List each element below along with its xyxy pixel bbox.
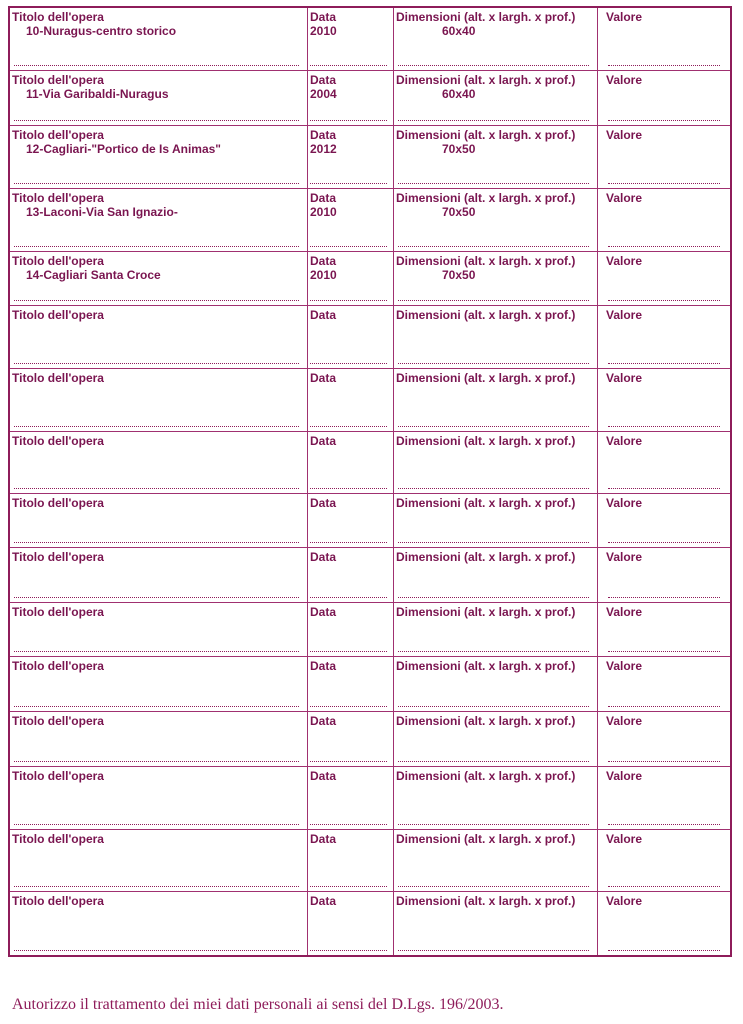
date-label: Data [310,308,337,322]
dimensions-cell [394,432,598,493]
value-cell [598,892,730,955]
dimensions-cell [394,892,598,955]
dimensions-value[interactable]: 70x50 [442,268,476,282]
title-fill-line [14,246,299,247]
value-fill-line [608,246,720,247]
title-cell [10,657,308,711]
date-fill-line [310,300,387,301]
date-cell [308,830,394,891]
title-cell [10,8,308,70]
date-value[interactable]: 2012 [310,142,337,156]
value-fill-line [608,824,720,825]
title-cell [10,494,308,547]
title-cell [10,548,308,602]
date-label: Data [310,254,337,268]
date-label: Data [310,10,337,24]
value-cell [598,306,730,368]
dimensions-label: Dimensioni (alt. x largh. x prof.) [396,832,576,846]
value-cell [598,126,730,188]
title-label: Titolo dell'opera [12,605,104,619]
value-fill-line [608,488,720,489]
dimensions-label: Dimensioni (alt. x largh. x prof.) [396,254,576,268]
date-cell [308,603,394,656]
date-label: Data [310,496,337,510]
table-row [10,369,730,432]
date-label: Data [310,434,337,448]
table-row [10,892,730,955]
date-cell [308,712,394,766]
dimensions-label: Dimensioni (alt. x largh. x prof.) [396,550,576,564]
dimensions-cell [394,548,598,602]
value-label: Valore [606,434,643,448]
date-fill-line [310,886,387,887]
date-cell [308,252,394,305]
dimensions-label: Dimensioni (alt. x largh. x prof.) [396,191,576,205]
dimensions-fill-line [398,706,589,707]
dimensions-fill-line [398,246,589,247]
value-fill-line [608,761,720,762]
dimensions-cell [394,767,598,829]
value-label: Valore [606,308,643,322]
dimensions-label: Dimensioni (alt. x largh. x prof.) [396,894,576,908]
title-label: Titolo dell'opera [12,769,104,783]
value-cell [598,432,730,493]
date-label: Data [310,714,337,728]
table-row [10,548,730,603]
dimensions-cell [394,126,598,188]
date-label: Data [310,894,337,908]
title-value[interactable]: 14-Cagliari Santa Croce [26,268,161,282]
title-value[interactable]: 11-Via Garibaldi-Nuragus [26,87,169,101]
date-fill-line [310,597,387,598]
value-fill-line [608,426,720,427]
dimensions-label: Dimensioni (alt. x largh. x prof.) [396,73,576,87]
dimensions-fill-line [398,651,589,652]
dimensions-label: Dimensioni (alt. x largh. x prof.) [396,659,576,673]
dimensions-label: Dimensioni (alt. x largh. x prof.) [396,371,576,385]
value-cell [598,71,730,125]
date-value[interactable]: 2004 [310,87,337,101]
dimensions-value[interactable]: 70x50 [442,142,476,156]
title-label: Titolo dell'opera [12,894,104,908]
title-label: Titolo dell'opera [12,434,104,448]
value-fill-line [608,363,720,364]
dimensions-cell [394,252,598,305]
title-fill-line [14,300,299,301]
title-label: Titolo dell'opera [12,128,104,142]
dimensions-fill-line [398,761,589,762]
date-cell [308,432,394,493]
date-label: Data [310,605,337,619]
title-fill-line [14,542,299,543]
value-cell [598,369,730,431]
date-fill-line [310,761,387,762]
title-fill-line [14,183,299,184]
table-row [10,252,730,306]
title-fill-line [14,597,299,598]
dimensions-label: Dimensioni (alt. x largh. x prof.) [396,10,576,24]
dimensions-label: Dimensioni (alt. x largh. x prof.) [396,496,576,510]
date-value[interactable]: 2010 [310,268,337,282]
title-label: Titolo dell'opera [12,308,104,322]
title-fill-line [14,488,299,489]
title-cell [10,603,308,656]
table-row [10,603,730,657]
table-row [10,494,730,548]
title-fill-line [14,886,299,887]
date-label: Data [310,832,337,846]
title-label: Titolo dell'opera [12,191,104,205]
title-cell [10,306,308,368]
date-cell [308,306,394,368]
date-value[interactable]: 2010 [310,24,337,38]
value-label: Valore [606,894,643,908]
date-cell [308,126,394,188]
dimensions-fill-line [398,300,589,301]
title-cell [10,830,308,891]
value-fill-line [608,183,720,184]
dimensions-cell [394,189,598,251]
dimensions-cell [394,369,598,431]
date-fill-line [310,65,387,66]
date-fill-line [310,488,387,489]
dimensions-label: Dimensioni (alt. x largh. x prof.) [396,605,576,619]
value-cell [598,603,730,656]
date-fill-line [310,950,387,951]
date-label: Data [310,371,337,385]
date-cell [308,657,394,711]
date-cell [308,71,394,125]
title-fill-line [14,363,299,364]
date-label: Data [310,659,337,673]
value-fill-line [608,120,720,121]
title-value[interactable]: 13-Laconi-Via San Ignazio- [26,205,178,219]
title-cell [10,189,308,251]
table-row [10,8,730,71]
dimensions-fill-line [398,363,589,364]
title-fill-line [14,824,299,825]
value-label: Valore [606,605,643,619]
date-fill-line [310,426,387,427]
value-fill-line [608,706,720,707]
value-label: Valore [606,550,643,564]
value-label: Valore [606,371,643,385]
value-label: Valore [606,496,643,510]
value-cell [598,548,730,602]
date-cell [308,369,394,431]
title-label: Titolo dell'opera [12,659,104,673]
title-fill-line [14,120,299,121]
value-fill-line [608,542,720,543]
value-cell [598,657,730,711]
title-fill-line [14,65,299,66]
title-label: Titolo dell'opera [12,371,104,385]
date-fill-line [310,183,387,184]
dimensions-cell [394,830,598,891]
value-fill-line [608,300,720,301]
dimensions-cell [394,71,598,125]
dimensions-fill-line [398,488,589,489]
dimensions-cell [394,603,598,656]
table-row [10,767,730,830]
date-label: Data [310,128,337,142]
value-label: Valore [606,128,643,142]
value-fill-line [608,65,720,66]
dimensions-label: Dimensioni (alt. x largh. x prof.) [396,128,576,142]
title-label: Titolo dell'opera [12,10,104,24]
value-label: Valore [606,714,643,728]
title-cell [10,432,308,493]
date-fill-line [310,706,387,707]
dimensions-label: Dimensioni (alt. x largh. x prof.) [396,769,576,783]
value-label: Valore [606,191,643,205]
value-cell [598,252,730,305]
title-fill-line [14,651,299,652]
date-label: Data [310,769,337,783]
dimensions-fill-line [398,426,589,427]
date-fill-line [310,363,387,364]
title-fill-line [14,426,299,427]
artwork-table [8,6,732,957]
dimensions-fill-line [398,183,589,184]
dimensions-fill-line [398,120,589,121]
table-row [10,712,730,767]
title-cell [10,369,308,431]
title-cell [10,767,308,829]
table-row [10,189,730,252]
title-cell [10,252,308,305]
date-fill-line [310,824,387,825]
title-label: Titolo dell'opera [12,550,104,564]
date-label: Data [310,191,337,205]
value-label: Valore [606,254,643,268]
title-label: Titolo dell'opera [12,496,104,510]
value-label: Valore [606,769,643,783]
value-cell [598,189,730,251]
date-label: Data [310,73,337,87]
value-fill-line [608,886,720,887]
dimensions-cell [394,712,598,766]
date-label: Data [310,550,337,564]
value-fill-line [608,597,720,598]
table-row [10,830,730,892]
dimensions-fill-line [398,950,589,951]
dimensions-label: Dimensioni (alt. x largh. x prof.) [396,434,576,448]
title-cell [10,712,308,766]
title-label: Titolo dell'opera [12,714,104,728]
dimensions-fill-line [398,597,589,598]
value-label: Valore [606,10,643,24]
dimensions-label: Dimensioni (alt. x largh. x prof.) [396,308,576,322]
value-cell [598,8,730,70]
title-value[interactable]: 12-Cagliari-"Portico de Is Animas" [26,142,221,156]
value-label: Valore [606,73,643,87]
dimensions-value[interactable]: 60x40 [442,87,476,101]
title-fill-line [14,950,299,951]
dimensions-fill-line [398,824,589,825]
value-label: Valore [606,659,643,673]
table-row [10,126,730,189]
value-cell [598,830,730,891]
value-fill-line [608,950,720,951]
table-row [10,306,730,369]
dimensions-cell [394,306,598,368]
date-value[interactable]: 2010 [310,205,337,219]
privacy-consent-text: Autorizzo il trattamento dei miei dati personali ai sensi del D.Lgs. 196/2003. [12,996,504,1013]
date-cell [308,8,394,70]
value-cell [598,712,730,766]
dimensions-cell [394,494,598,547]
table-row [10,71,730,126]
date-fill-line [310,120,387,121]
title-label: Titolo dell'opera [12,254,104,268]
title-fill-line [14,706,299,707]
value-cell [598,767,730,829]
title-fill-line [14,761,299,762]
title-label: Titolo dell'opera [12,73,104,87]
date-fill-line [310,246,387,247]
date-fill-line [310,651,387,652]
date-cell [308,189,394,251]
date-fill-line [310,542,387,543]
table-row [10,657,730,712]
dimensions-fill-line [398,542,589,543]
value-label: Valore [606,832,643,846]
dimensions-fill-line [398,65,589,66]
title-cell [10,126,308,188]
dimensions-cell [394,8,598,70]
value-fill-line [608,651,720,652]
dimensions-value[interactable]: 60x40 [442,24,476,38]
dimensions-label: Dimensioni (alt. x largh. x prof.) [396,714,576,728]
date-cell [308,494,394,547]
dimensions-fill-line [398,886,589,887]
table-row [10,432,730,494]
title-cell [10,892,308,955]
date-cell [308,548,394,602]
date-cell [308,892,394,955]
title-label: Titolo dell'opera [12,832,104,846]
dimensions-cell [394,657,598,711]
dimensions-value[interactable]: 70x50 [442,205,476,219]
date-cell [308,767,394,829]
value-cell [598,494,730,547]
title-value[interactable]: 10-Nuragus-centro storico [26,24,177,38]
title-cell [10,71,308,125]
